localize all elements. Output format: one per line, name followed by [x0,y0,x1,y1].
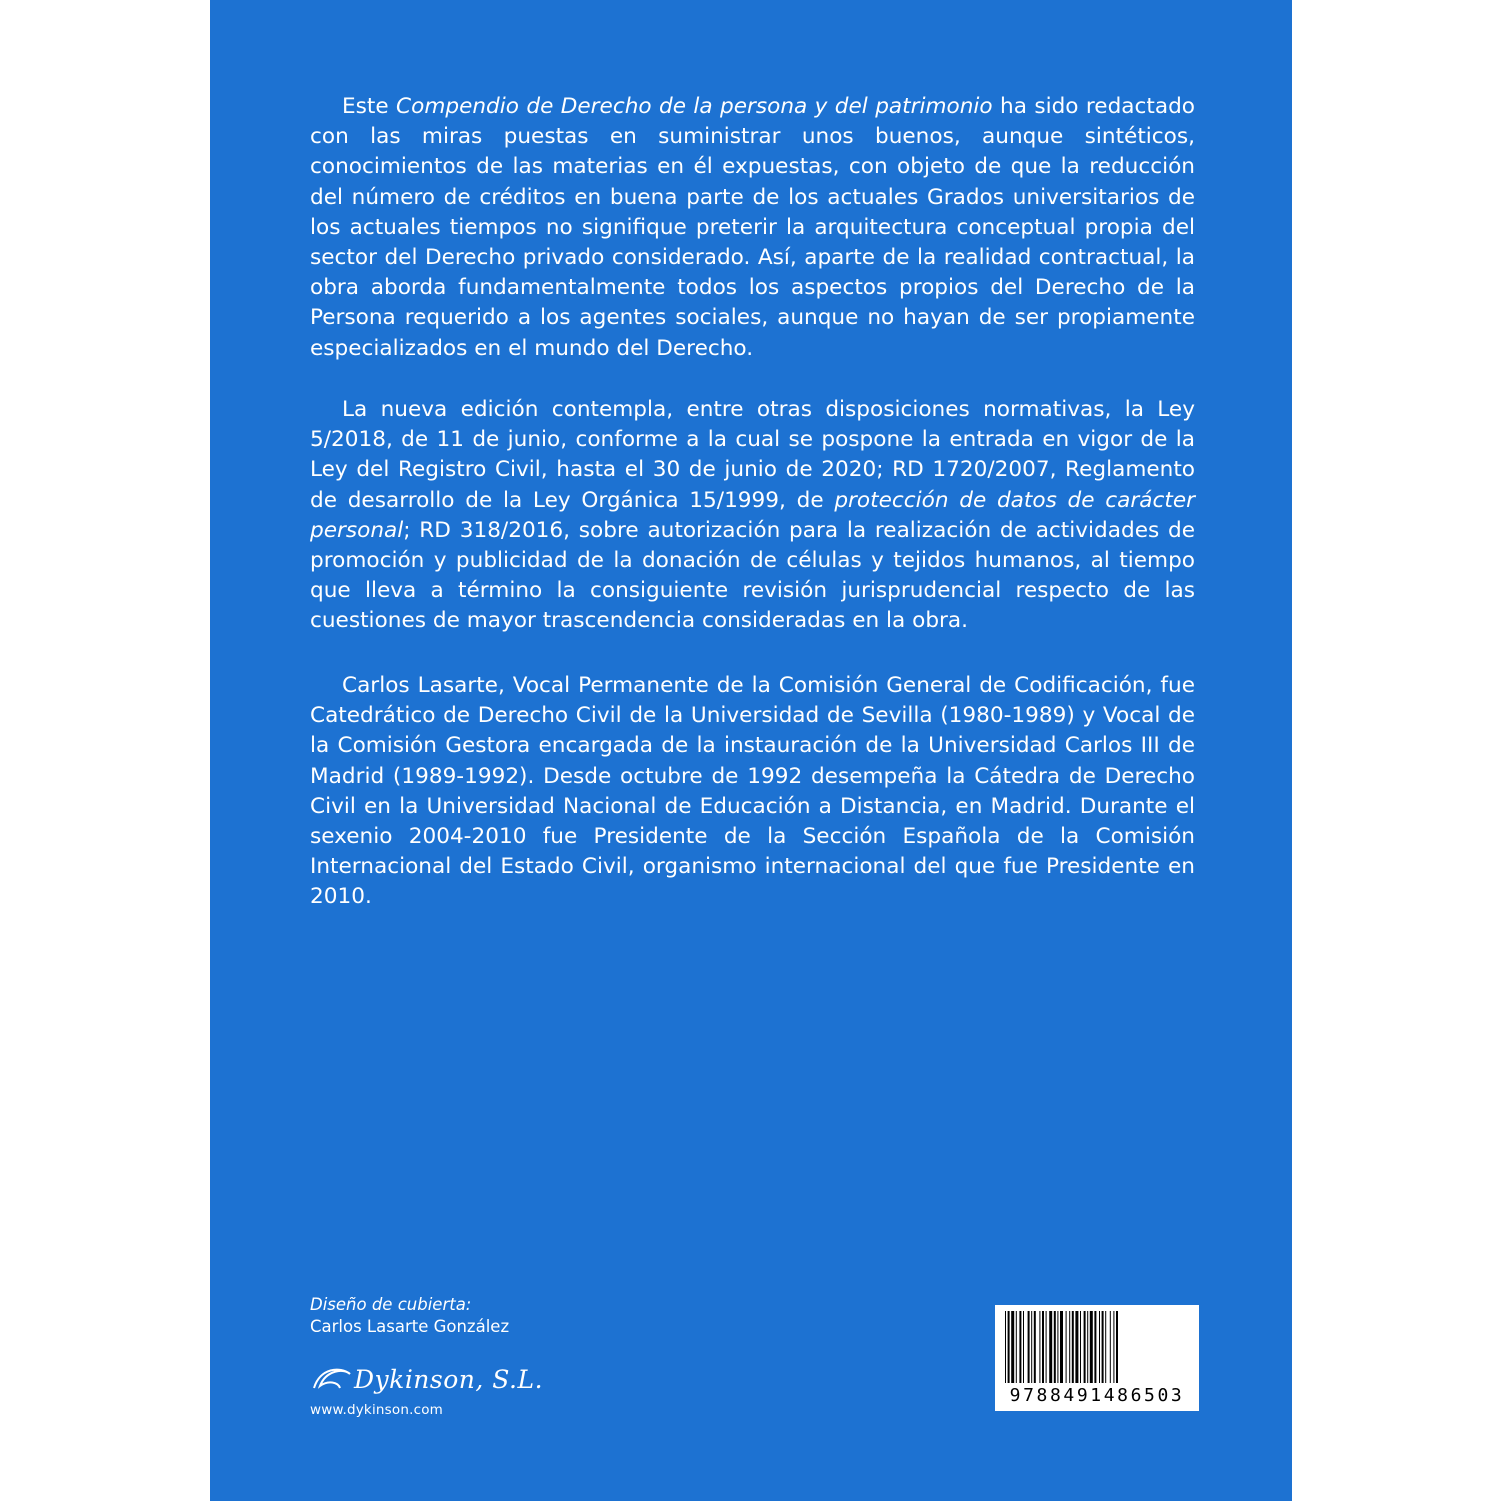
blurb-p1-text: Este [342,94,397,119]
barcode-bar [1008,1311,1010,1383]
barcode-bar [1039,1311,1040,1383]
barcode-bar [1113,1311,1114,1383]
publisher-logo [310,1358,543,1394]
barcode-bar [1005,1311,1006,1383]
cover-design-credit [310,1294,509,1338]
barcode-bar [1060,1311,1063,1383]
barcode-bar [1046,1311,1047,1383]
blurb-paragraph-2 [310,395,1195,637]
barcode-bar [1110,1311,1111,1383]
blurb-p1-text-cont: ha sido redactado con las miras puestas en suministrar unos buenos, aunque sintéticos, conocimientos de las materias en él expuestas, con objeto de que la reducción del número de créditos en buena parte de los actuales Grados universitarios de los actuales tiempos no signifique preterir la arquitectura conceptual propia del sector del Derecho privado considerado. Así, aparte de la realidad contractual, la obra aborda fundamentalmente todos los aspectos propios del Derecho de la Persona requerido a los agentes sociales, aunque no hayan de ser propiamente especializados en el mundo del Derecho. [310,94,1196,361]
cover-designer-name: Carlos Lasarte González [310,1317,510,1336]
barcode-bar [1049,1311,1052,1383]
barcode-bar [1116,1311,1118,1383]
barcode-bar [1099,1311,1100,1383]
barcode-bar [1072,1311,1074,1383]
barcode-bar [1034,1311,1036,1383]
blurb-p2-text: La nueva edición contempla, entre otras disposiciones normativas, la Ley 5/2018, de 11 de junio, conforme a la cual se pospone la entrada en vigor de la Ley del Registro Civil, hasta el 30 de junio de 2020; RD 1720/2007, Reglamento de desarrollo de la Ley Orgánica 15/1999, de [310,397,1195,513]
barcode-bar [1031,1311,1032,1383]
barcode-bars [1003,1311,1189,1383]
publisher-swash-icon [310,1364,354,1394]
blurb-paragraph-1 [310,92,1195,364]
blurb-p2-text-cont: ; RD 318/2016, sobre autorización para la realización de actividades de promoción y publicidad de la donación de células y tejidos humanos, al tiempo que lleva a término la consiguiente revisión jurisprudencial respecto de las cuestiones de mayor trascendencia consideradas en la obra. [310,517,1195,634]
isbn-number: 9788491486503 [1009,1385,1185,1406]
back-cover [210,0,1292,1501]
barcode-bar [1066,1311,1067,1383]
barcode-bar [1019,1311,1021,1383]
barcode-bar [1084,1311,1086,1383]
barcode-bar [1090,1311,1093,1383]
barcode-bar [1102,1311,1104,1383]
barcode-bar [1069,1311,1070,1383]
barcode-bar [1028,1311,1030,1383]
barcode-bar [1042,1311,1044,1383]
barcode-bar [1057,1311,1058,1383]
law-title-italic: protección de datos de carácter personal [310,487,1195,543]
book-title-italic: Compendio de Derecho de la persona y del patrimonio [396,94,993,119]
barcode-bar [1080,1311,1081,1383]
barcode-bar [1011,1311,1014,1383]
barcode-bar [1016,1311,1017,1383]
isbn-barcode [995,1305,1199,1411]
author-bio-paragraph: Carlos Lasarte, Vocal Permanente de la Comisión General de Codificación, fue Catedrático de Derecho Civil de la Universidad de Sevilla (1980-1989) y Vocal de la Comisión Gestora encargada de la instauración de la Universidad Carlos III de Madrid (1989-1992). Desde octubre de 1992 desempeña la Cátedra de Derecho Civil en la Universidad Nacional de Educación a Distancia, en Madrid. Durante el sexenio 2004-2010 fue Presidente de la Sección Española de la Comisión Internacional del Estado Civil, organismo internacional del que fue Presidente en 2010. [310,673,1195,910]
barcode-bar [1087,1311,1088,1383]
barcode-bar [1054,1311,1056,1383]
cover-design-label: Diseño de cubierta: [310,1295,472,1314]
barcode-bar [1075,1311,1078,1383]
barcode-bar [1023,1311,1024,1383]
barcode-bar [1105,1311,1106,1383]
publisher-logo-text: Dykinson, S.L. [354,1365,544,1394]
barcode-bar [1094,1311,1096,1383]
publisher-website: www.dykinson.com [310,1402,444,1418]
